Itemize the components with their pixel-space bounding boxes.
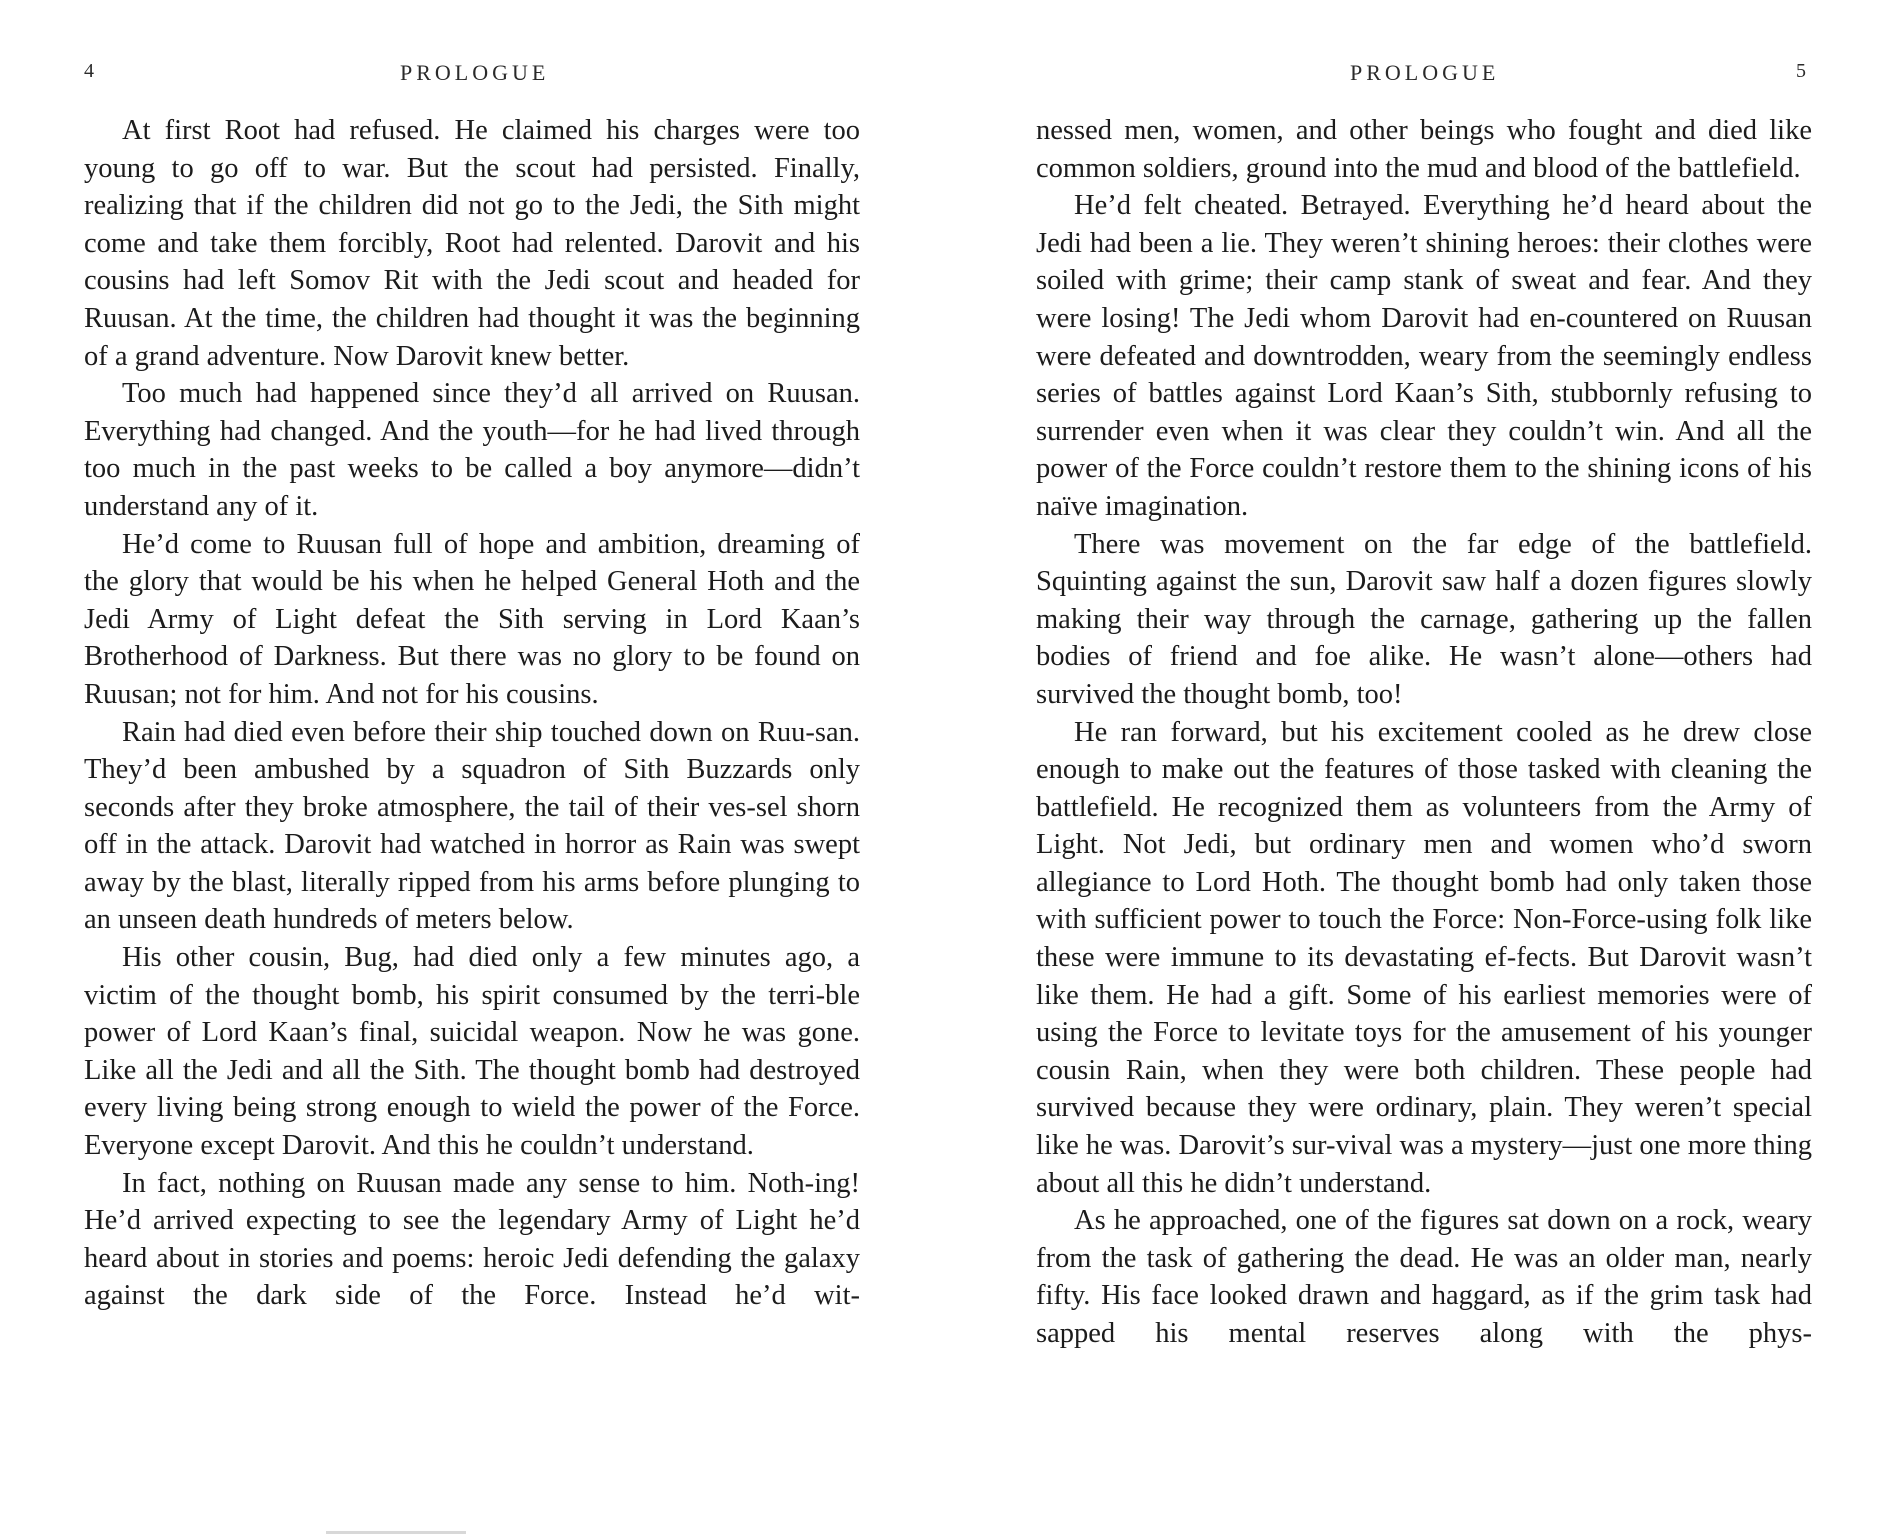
paragraph: As he approached, one of the figures sat down on a rock, weary from the task of gathering the dead. He was an older man, nearly fifty. His face looked drawn and haggard, as if the grim task had sapped his mental reserves along with the phys-: [1036, 1205, 1812, 1349]
running-head-left: PROLOGUE: [400, 60, 550, 85]
right-page: [942, 0, 1884, 1537]
paragraph-continuation: nessed men, women, and other beings who fought and died like common soldiers, ground into the mud and blood of the battlefield.: [1036, 115, 1812, 184]
paragraph: His other cousin, Bug, had died only a few minutes ago, a victim of the thought bomb, his spirit consumed by the terri-ble power of Lord Kaan’s final, suicidal weapon. Now he was gone. Like all the Jedi and all the Sith. The thought bomb had destroyed every living being strong enough to wield the power of the Force. Everyone except Darovit. And this he couldn’t understand.: [84, 942, 860, 1162]
body-text-left: [84, 112, 860, 1315]
running-head-right: PROLOGUE: [1350, 60, 1500, 85]
page-number-right: 5: [1796, 60, 1806, 82]
paragraph: At first Root had refused. He claimed his charges were too young to go off to war. But the scout had persisted. Finally, realizing that if the children did not go to the Jedi, the Sith might come and take them forcibly, Root had relented. Darovit and his cousins had left Somov Rit with the Jedi scout and headed for Ruusan. At the time, the children had thought it was the beginning of a grand adventure. Now Darovit knew better.: [84, 115, 860, 372]
page-number-left: 4: [84, 60, 94, 82]
paragraph: There was movement on the far edge of the battlefield. Squinting against the sun, Darovit saw half a dozen figures slowly making their way through the carnage, gathering up the fallen bodies of friend and foe alike. He wasn’t alone—others had survived the thought bomb, too!: [1036, 528, 1812, 710]
paragraph: He ran forward, but his excitement cooled as he drew close enough to make out the features of those tasked with cleaning the battlefield. He recognized them as volunteers from the Army of Light. Not Jedi, but ordinary men and women who’d sworn allegiance to Lord Hoth. The thought bomb had only taken those with sufficient power to touch the Force: Non-Force-using folk like these were immune to its devastating ef-fects. But Darovit wasn’t like them. He had a gift. Some of his earliest memories were of using the Force to levitate toys for the amusement of his younger cousin Rain, when they were both children. These people had survived because they were ordinary, plain. They weren’t special like he was. Darovit’s sur-vival was a mystery—just one more thing about all this he didn’t understand.: [1036, 716, 1812, 1199]
page-edge-mark: [326, 1531, 466, 1534]
paragraph: Rain had died even before their ship touched down on Ruu-san. They’d been ambushed by a squadron of Sith Buzzards only seconds after they broke atmosphere, the tail of their ves-sel shorn off in the attack. Darovit had watched in horror as Rain was swept away by the blast, literally ripped from his arms before plunging to an unseen death hundreds of meters below.: [84, 716, 860, 936]
paragraph: He’d come to Ruusan full of hope and ambition, dreaming of the glory that would be his when he helped General Hoth and the Jedi Army of Light defeat the Sith serving in Lord Kaan’s Brotherhood of Darkness. But there was no glory to be found on Ruusan; not for him. And not for his cousins.: [84, 528, 860, 710]
paragraph: In fact, nothing on Ruusan made any sense to him. Noth-ing! He’d arrived expecting to see the legendary Army of Light he’d heard about in stories and poems: heroic Jedi defending the galaxy against the dark side of the Force. Instead he’d wit-: [84, 1167, 860, 1312]
body-text-right: [1036, 112, 1812, 1353]
paragraph: He’d felt cheated. Betrayed. Everything he’d heard about the Jedi had been a lie. They weren’t shining heroes: their clothes were soiled with grime; their camp stank of sweat and fear. And they were losing! The Jedi whom Darovit had en-countered on Ruusan were defeated and downtrodden, weary from the seemingly endless series of battles against Lord Kaan’s Sith, stubbornly refusing to surrender even when it was clear they couldn’t win. And all the power of the Force couldn’t restore them to the shining icons of his naïve imagination.: [1036, 190, 1812, 522]
paragraph: Too much had happened since they’d all arrived on Ruusan. Everything had changed. And the youth—for he had lived through too much in the past weeks to be called a boy anymore—didn’t understand any of it.: [84, 378, 860, 522]
